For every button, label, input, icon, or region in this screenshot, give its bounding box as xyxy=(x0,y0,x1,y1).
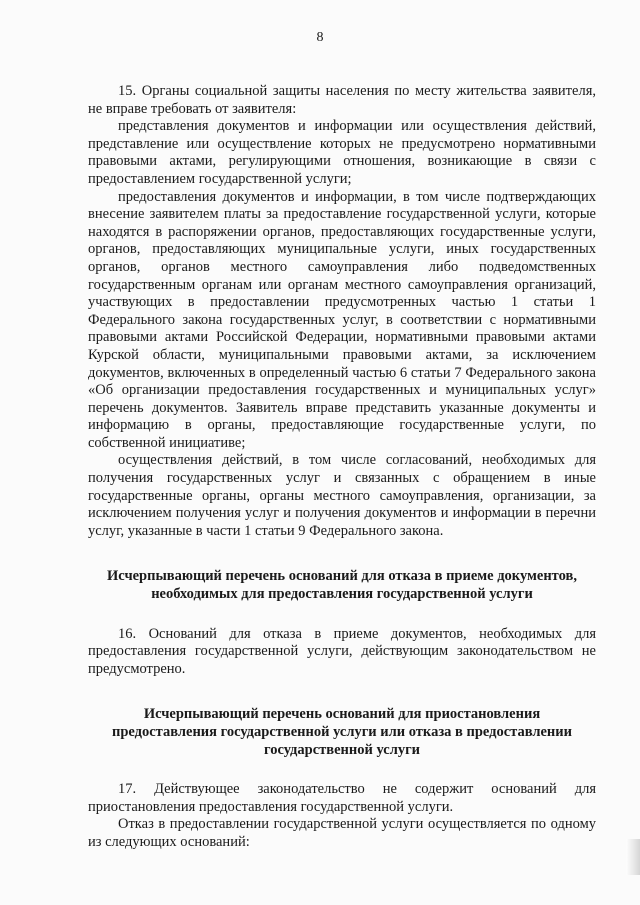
paragraph-15-lead: 15. Органы социальной защиты населения по месту жительства заявителя, не вправе требовать от заявителя: xyxy=(88,83,596,117)
paragraph-17-refusal-grounds: Отказ в предоставлении государственной услуги осуществляется по одному из следующих оснований: xyxy=(88,816,596,850)
page-number: 8 xyxy=(316,30,324,45)
document-body xyxy=(88,83,596,852)
paragraph-15-item-1: представления документов и информации или осуществления действий, представление или осуществление которых не предусмотрено нормативными правовыми актами, регулирующими отношения, возникающие в связи с предоставлением государственной услуги; xyxy=(88,118,596,187)
paragraph-17: 17. Действующее законодательство не содержит оснований для приостановления предоставления государственной услуги. xyxy=(88,781,596,815)
spacer xyxy=(88,604,596,626)
spacer xyxy=(88,678,596,706)
spacer xyxy=(88,759,596,781)
paragraph-16: 16. Оснований для отказа в приеме документов, необходимых для предоставления государственной услуги, действующим законодательством не предусмотрено. xyxy=(88,625,596,677)
scan-edge-artifact xyxy=(626,839,640,875)
section-heading-refusal-documents: Исчерпывающий перечень оснований для отказа в приеме документов, необходимых для предоставления государственной услуги xyxy=(107,568,577,603)
spacer xyxy=(88,540,596,568)
paragraph-15-item-2: предоставления документов и информации, в том числе подтверждающих внесение заявителем платы за предоставление государственной услуги, которые находятся в распоряжении органов, предоставляющих государственные услуги, органов, предоставляющих муниципальные услуги, иных государственных органов, органов местного самоуправления либо подведомственных государственным органам или органам местного самоуправления организаций, участвующих в предоставлении предусмотренных частью 1 статьи 1 Федерального закона государственных услуг, в соответствии с нормативными правовыми актами Российской Федерации, нормативными правовыми актами Курской области, муниципальными правовыми актами, за исключением документов, включенных в определенный частью 6 статьи 7 Федерального закона «Об организации предоставления государственных и муниципальных услуг» перечень документов. Заявитель вправе представить указанные документы и информацию в органы, предоставляющие государственные услуги, по собственной инициативе; xyxy=(88,188,596,451)
paragraph-15-item-3: осуществления действий, в том числе согласований, необходимых для получения государственных услуг и связанных с обращением в иные государственные органы, органы местного самоуправления, организации, за исключением получения услуг и получения документов и информации в перечни услуг, указанные в части 1 статьи 9 Федерального закона. xyxy=(88,452,596,539)
section-heading-suspension-refusal: Исчерпывающий перечень оснований для приостановления предоставления государственной услуги или отказа в предоставлении государственной услуги xyxy=(112,706,572,758)
